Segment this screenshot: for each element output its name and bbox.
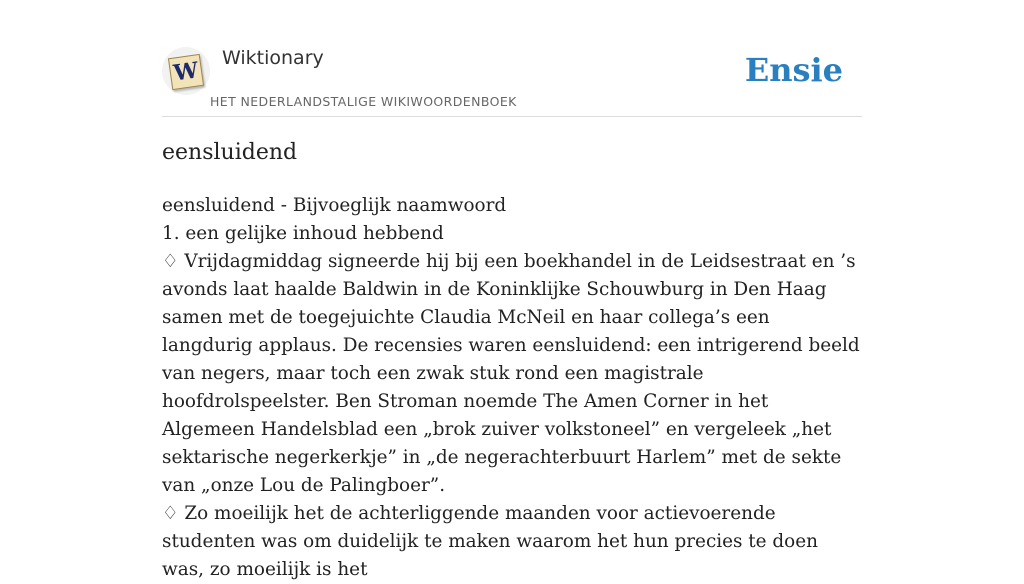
example-sentence: ♢ Zo moeilijk het de achterliggende maanden voor actievoerende studenten was om duidelijk te maken waarom het hun precies te doen was, zo moeilijk is het bbox=[162, 503, 818, 580]
example-sentence: ♢ Vrijdagmiddag signeerde hij bij een boekhandel in de Leidsestraat en ’s avonds laat haalde Baldwin in de Koninklijke Schouwburg in Den Haag samen met de toegejuichte Claudia McNeil en haar collega’s een langdurig applaus. De recensies waren eensluidend: een intrigerend beeld van negers, maar toch een zwak stuk rond een magistrale hoofdrolspeelster. Ben Stroman noemde The Amen Corner in het Algemeen Handelsblad een „brok zuiver volkstoneel” en vergeleek „het sektarische negerkerkje” in „de negerachterbuurt Harlem” met de sekte van „onze Lou de Palingboer”. bbox=[162, 251, 860, 496]
entry-definition: 1. een gelijke inhoud hebbend bbox=[162, 223, 444, 244]
entry-content bbox=[162, 192, 864, 584]
site-name[interactable]: Wiktionary bbox=[222, 47, 324, 69]
w-tile-icon: W bbox=[168, 54, 204, 90]
page-title: eensluidend bbox=[162, 140, 298, 165]
site-header bbox=[162, 40, 862, 117]
site-tagline: HET NEDERLANDSTALIGE WIKIWOORDENBOEK bbox=[210, 94, 517, 109]
ensie-brand-link[interactable]: Ensie bbox=[744, 51, 843, 89]
wiktionary-logo[interactable] bbox=[162, 47, 210, 95]
entry-heading: eensluidend - Bijvoeglijk naamwoord bbox=[162, 195, 507, 216]
